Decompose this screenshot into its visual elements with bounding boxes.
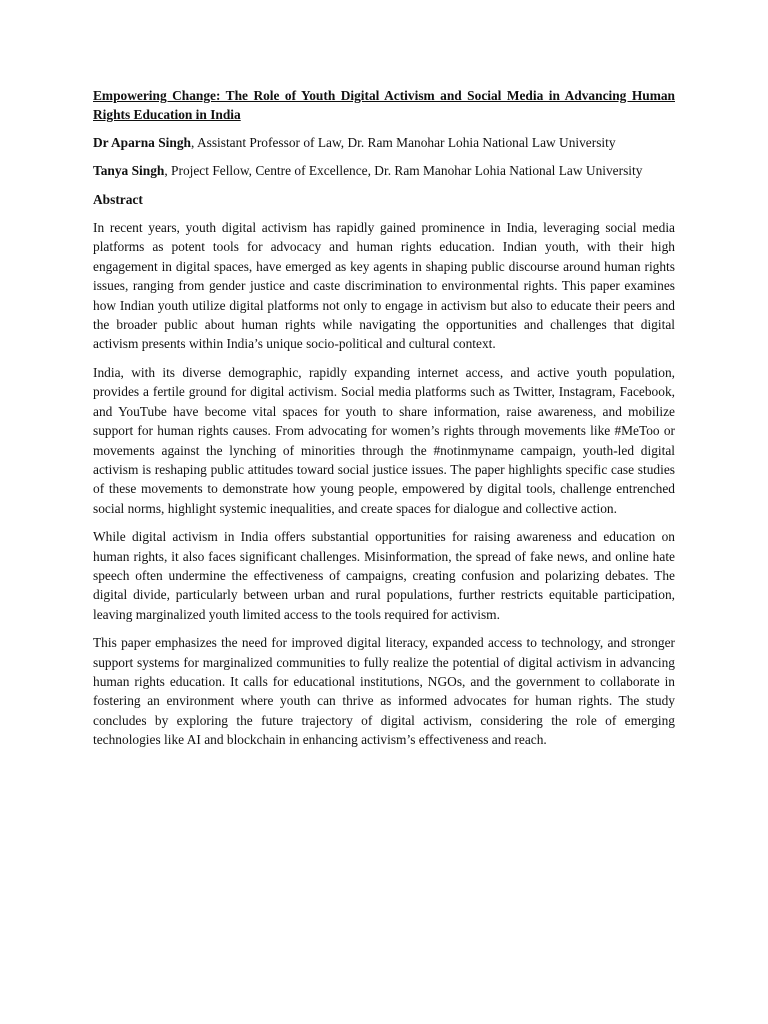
abstract-paragraph-1: In recent years, youth digital activism has rapidly gained prominence in India, leveraging social media platforms as potent tools for advocacy and human rights education. Indian youth, with their high engagement in digital spaces, have emerged as key agents in shaping public discourse around human rights issues, ranging from gender justice and caste discrimination to environmental rights. This paper examines how Indian youth utilize digital platforms not only to engage in activism but also to educate their peers and the broader public about human rights while navigating the opportunities and challenges that digital activism presents within India’s unique socio-political and cultural context. — [93, 220, 675, 352]
paper-title: Empowering Change: The Role of Youth Digital Activism and Social Media in Advancing Human Rights Education in India — [93, 88, 675, 123]
author-affiliation: , Assistant Professor of Law, Dr. Ram Manohar Lohia National Law University — [190, 134, 616, 150]
author-line-2 — [93, 161, 675, 180]
paper-body — [93, 86, 675, 759]
author-line-1 — [93, 133, 675, 152]
abstract-paragraph-2: India, with its diverse demographic, rapidly expanding internet access, and active youth population, provides a fertile ground for digital activism. Social media platforms such as Twitter, Instagram, Facebook, and YouTube have become vital spaces for youth to share information, raise awareness, and mobilize support for human rights causes. From advocating for women’s rights through movements like #MeToo or movements against the lynching of minorities through the #notinmyname campaign, youth-led digital activism is reshaping public attitudes toward social justice issues. The paper highlights specific case studies of these movements to demonstrate how young people, empowered by digital tools, challenge entrenched social norms, highlight systemic inequalities, and create spaces for dialogue and collective action. — [93, 364, 675, 516]
author-name: Dr Aparna Singh — [93, 134, 191, 150]
abstract-heading: Abstract — [93, 191, 143, 207]
abstract-paragraph-3: While digital activism in India offers substantial opportunities for raising awareness and education on human rights, it also faces significant challenges. Misinformation, the spread of fake news, and online hate speech often undermine the effectiveness of campaigns, creating confusion and polarizing debates. The digital divide, particularly between urban and rural populations, further restricts equitable participation, leaving marginalized youth limited access to the tools required for activism. — [93, 529, 675, 622]
author-name: Tanya Singh — [93, 163, 165, 179]
abstract-paragraph-4: This paper emphasizes the need for improved digital literacy, expanded access to technology, and stronger support systems for marginalized communities to fully realize the potential of digital activism in advancing human rights education. It calls for educational institutions, NGOs, and the government to collaborate in fostering an environment where youth can thrive as informed advocates for human rights. The study concludes by exploring the future trajectory of digital activism, considering the role of emerging technologies like AI and blockchain in enhancing activism’s effectiveness and reach. — [93, 635, 675, 748]
author-affiliation: , Project Fellow, Centre of Excellence, Dr. Ram Manohar Lohia National Law University — [164, 163, 643, 179]
